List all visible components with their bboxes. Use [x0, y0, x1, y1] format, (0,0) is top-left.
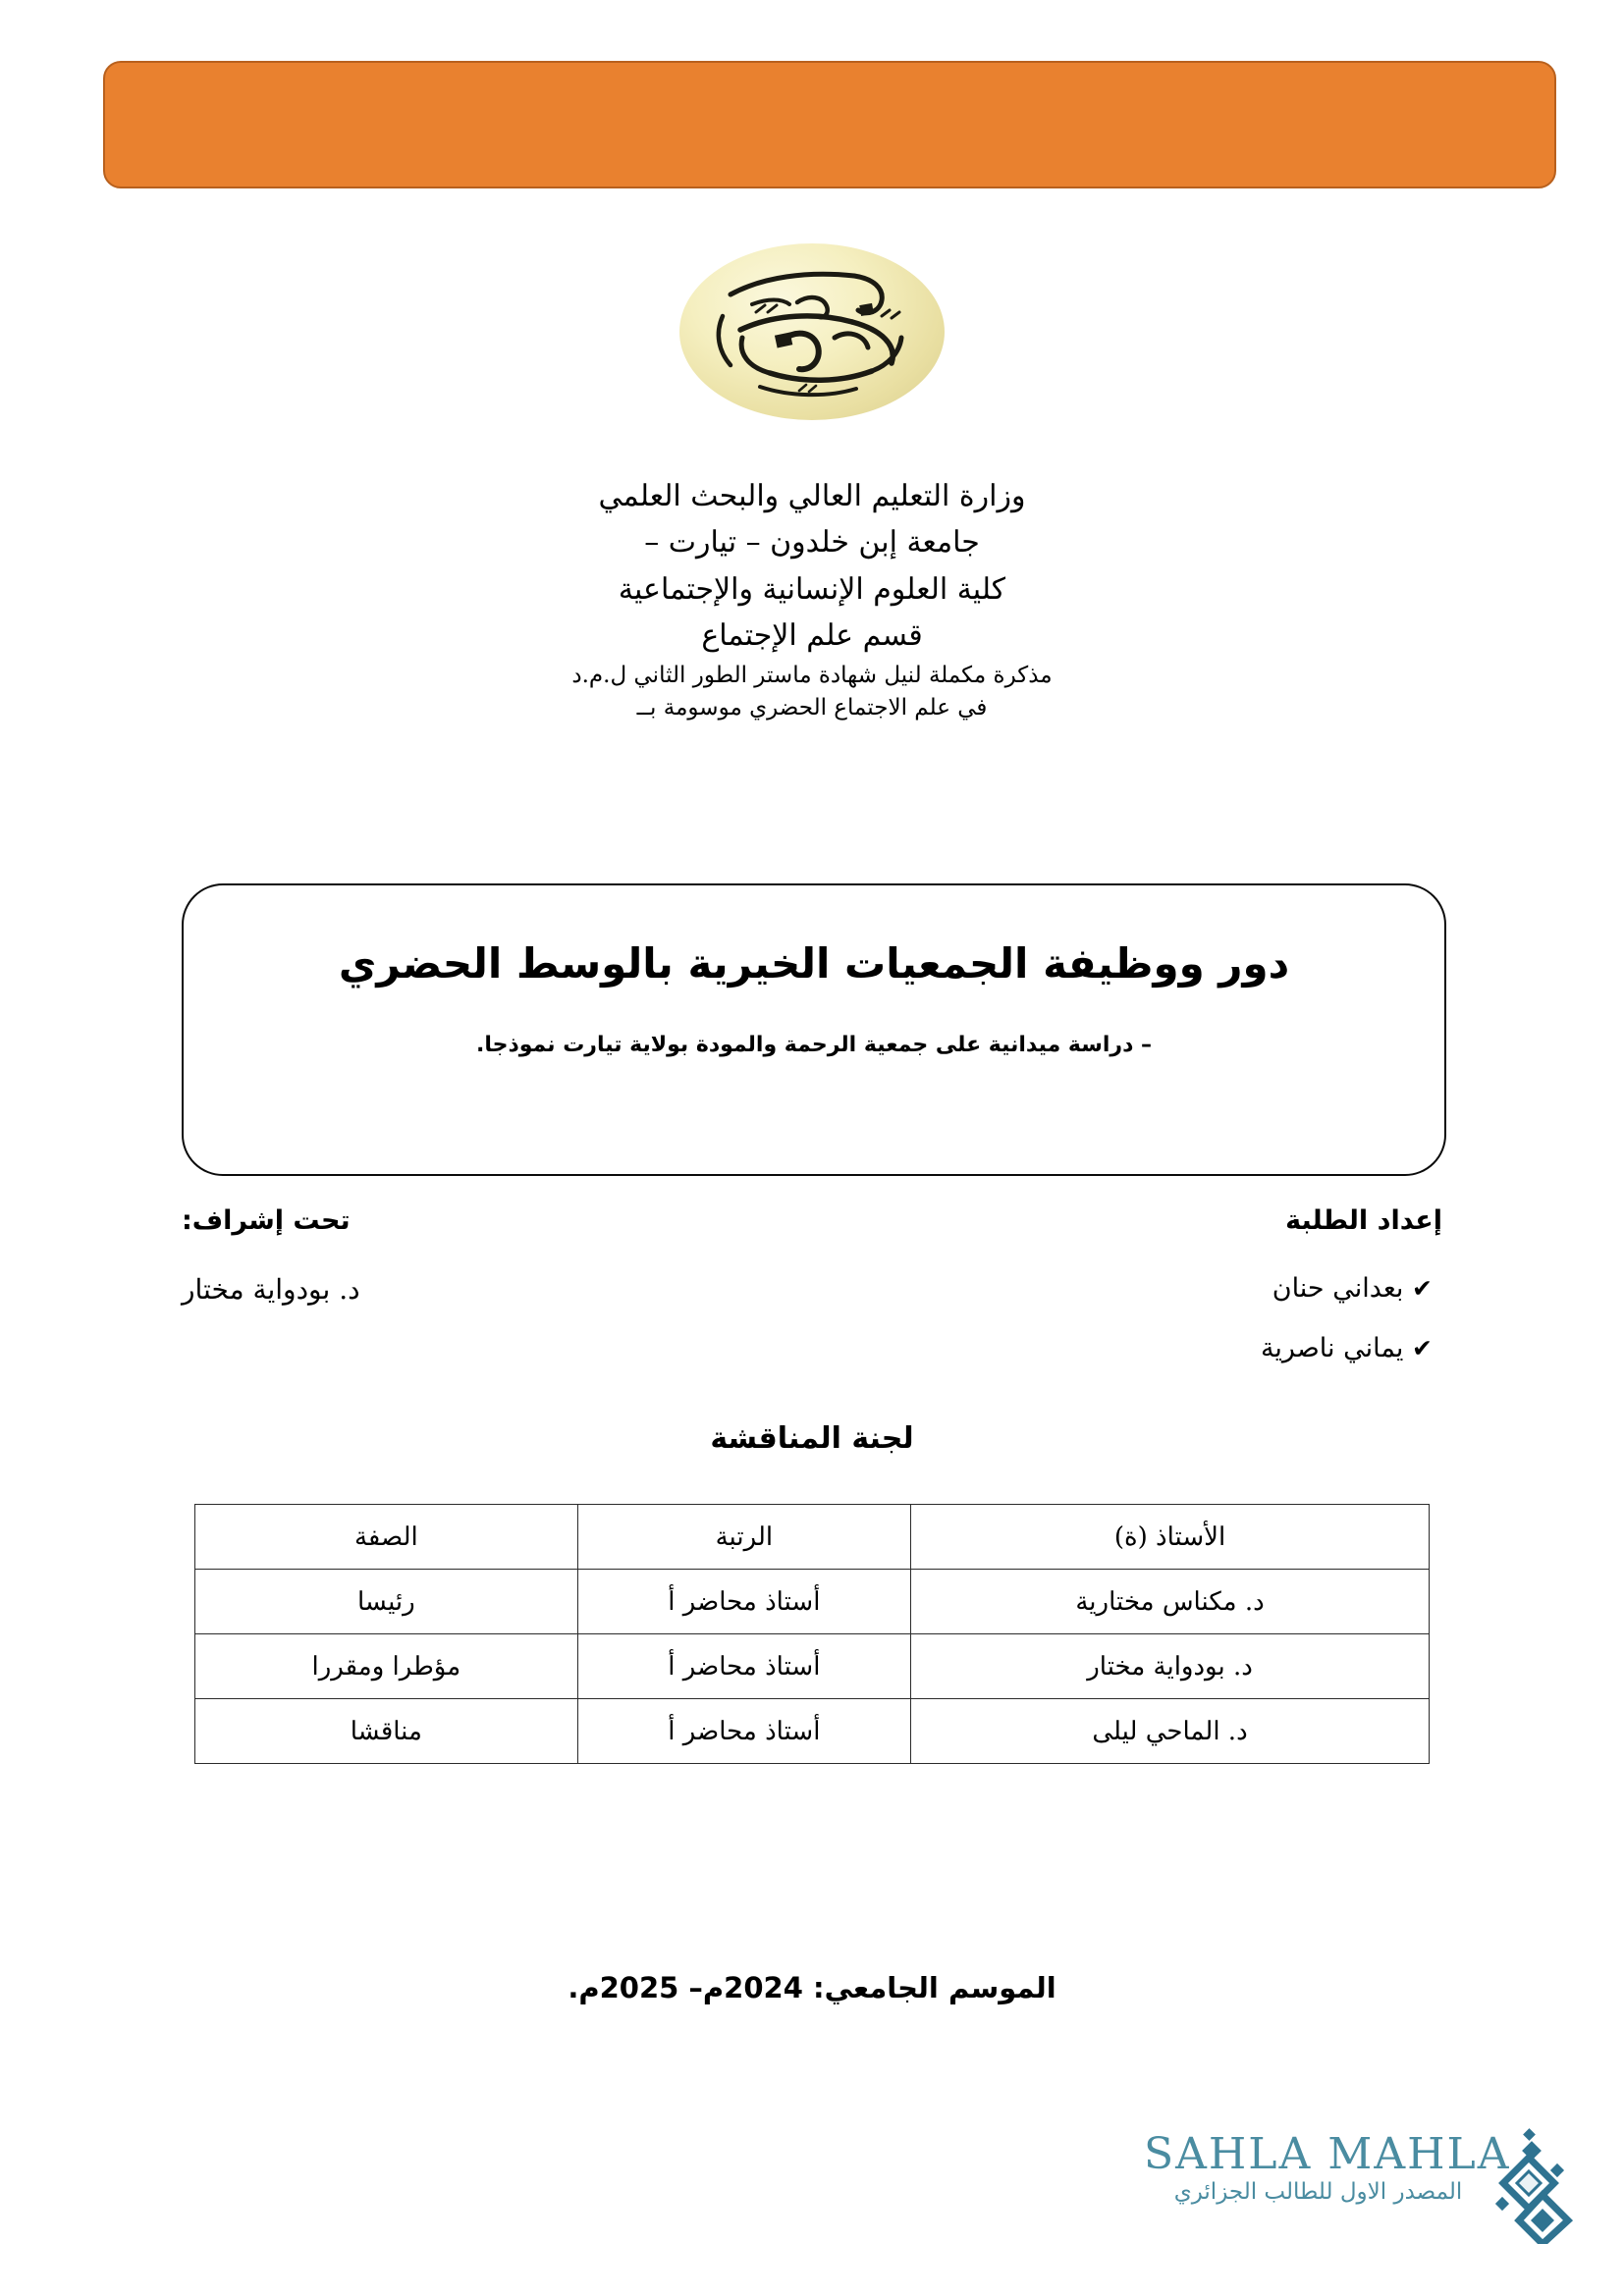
check-icon: ✔ — [1412, 1274, 1433, 1303]
brand-diamond-ornament-icon — [1482, 2128, 1576, 2244]
check-icon: ✔ — [1412, 1334, 1433, 1362]
brand-watermark — [1144, 2128, 1576, 2261]
table-row — [195, 1634, 1430, 1699]
decorative-orange-banner — [103, 61, 1556, 188]
cell-professor: د. الماحي ليلى — [911, 1699, 1430, 1764]
brand-tagline: المصدر الاول للطالب الجزائري — [1173, 2179, 1463, 2206]
column-header-professor: الأستاذ (ة) — [911, 1505, 1430, 1570]
thesis-subtitle: – دراسة ميدانية على جمعية الرحمة والمودة بولاية تيارت نموذجا. — [475, 1033, 1153, 1057]
brand-name: SAHLA MAHLA — [1144, 2129, 1511, 2179]
thesis-title-box — [182, 883, 1446, 1176]
students-heading: إعداد الطلبة — [1285, 1205, 1442, 1236]
students-block — [991, 1205, 1442, 1393]
cell-role: رئيسا — [195, 1570, 578, 1634]
faculty-line: كلية العلوم الإنسانية والإجتماعية — [618, 571, 1006, 607]
brand-text-wrap — [1144, 2129, 1511, 2207]
university-line: جامعة إبن خلدون – تيارت – — [644, 525, 980, 561]
table-row — [195, 1570, 1430, 1634]
student-item — [991, 1333, 1442, 1363]
department-line: قسم علم الإجتماع — [701, 618, 923, 654]
cell-rank: أستاذ محاضر أ — [577, 1634, 910, 1699]
cell-rank: أستاذ محاضر أ — [577, 1699, 910, 1764]
cell-rank: أستاذ محاضر أ — [577, 1570, 910, 1634]
column-header-role: الصفة — [195, 1505, 578, 1570]
supervisor-heading: تحت إشراف: — [182, 1205, 351, 1236]
cell-role: مؤطرا ومقررا — [195, 1634, 578, 1699]
academic-year: الموسم الجامعي: 2024م– 2025م. — [568, 1971, 1056, 2004]
table-header-row — [195, 1505, 1430, 1570]
ministry-line: وزارة التعليم العالي والبحث العلمي — [598, 479, 1026, 513]
supervisor-block — [182, 1205, 633, 1306]
cell-professor: د. مكناس مختارية — [911, 1570, 1430, 1634]
student-name: يماني ناصرية — [1260, 1333, 1404, 1363]
university-logo-calligraphy-icon — [679, 243, 945, 420]
thesis-title: دور ووظيفة الجمعيات الخيرية بالوسط الحضري — [338, 939, 1290, 988]
institution-header — [0, 473, 1624, 724]
cell-professor: د. بودواية مختار — [911, 1634, 1430, 1699]
credits-section — [0, 1205, 1624, 1382]
logo-container — [0, 243, 1624, 420]
cell-role: مناقشا — [195, 1699, 578, 1764]
student-item — [991, 1273, 1442, 1304]
degree-note-line: مذكرة مكملة لنيل شهادة ماستر الطور الثاني ل.م.د — [571, 662, 1053, 688]
column-header-rank: الرتبة — [577, 1505, 910, 1570]
supervisor-name: د. بودواية مختار — [182, 1273, 360, 1306]
jury-table — [194, 1504, 1430, 1764]
jury-heading: لجنة المناقشة — [710, 1421, 914, 1456]
student-name: بعداني حنان — [1272, 1273, 1404, 1304]
specialty-note-line: في علم الاجتماع الحضري موسومة بــ — [636, 694, 988, 721]
table-row — [195, 1699, 1430, 1764]
university-logo — [679, 243, 945, 420]
